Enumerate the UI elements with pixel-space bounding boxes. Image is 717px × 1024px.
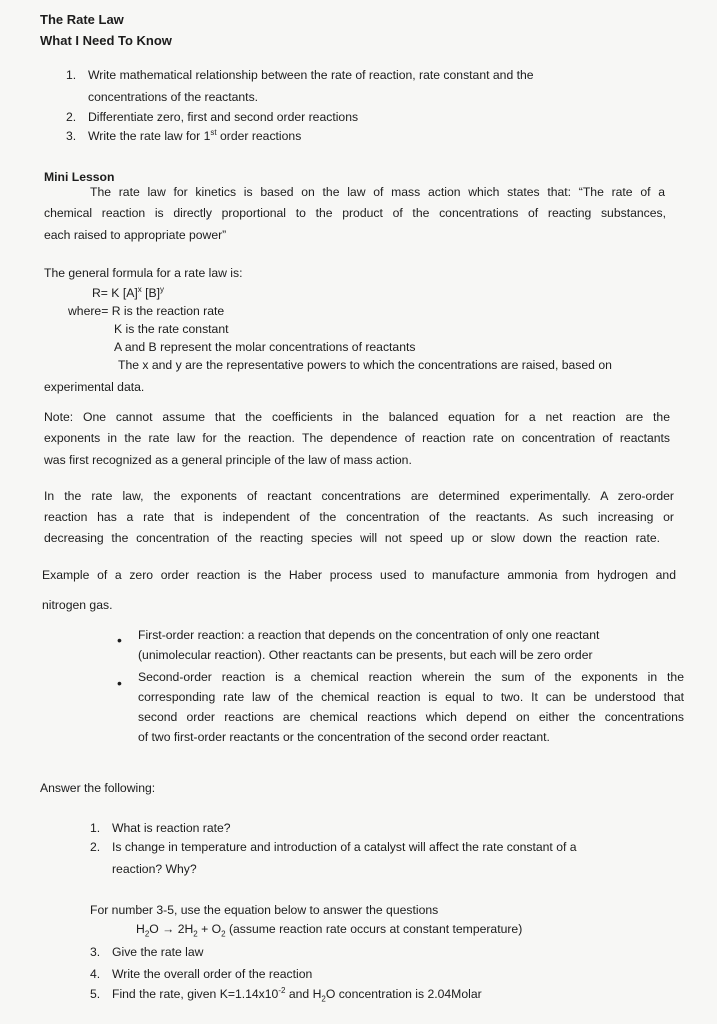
- question-item: 5. Find the rate, given $K=1.14x10^{-2}$ and $H_2O$ concentration is 2.04Molar: [90, 985, 482, 1004]
- question-item: 2. Is change in temperature and introduction of a catalyst will affect the rate constant of a: [90, 840, 577, 854]
- formula-intro: The general formula for a rate law is:: [44, 266, 243, 280]
- bullet-text-first-order: (unimolecular reaction). Other reactants can be presents, but each will be zero order: [138, 648, 593, 662]
- formula-definition: The x and y are the representative powers to which the concentrations are raised, based on: [118, 358, 612, 372]
- example-text: nitrogen gas.: [42, 598, 113, 612]
- mini-lesson-text: each raised to appropriate power”: [44, 228, 227, 242]
- zero-order-text: decreasing the concentration of the reacting species will not speed up or slow down the reaction rate.: [44, 531, 660, 545]
- objective-item: 1. Write mathematical relationship between the rate of reaction, rate constant and the: [66, 68, 534, 82]
- question-item: 4. Write the overall order of the reaction: [90, 967, 313, 981]
- bullet-icon: •: [117, 632, 122, 648]
- example-text: Example of a zero order reaction is the Haber process used to manufacture ammonia from hydrogen and: [42, 568, 676, 582]
- mini-lesson-text: The rate law for kinetics is based on the law of mass action which states that: “The rate of a: [90, 185, 665, 199]
- document-subtitle: What I Need To Know: [40, 33, 172, 48]
- question-item: 3. Give the rate law: [90, 945, 204, 959]
- bullet-text-first-order: First-order reaction: a reaction that depends on the concentration of only one reactant: [138, 628, 600, 642]
- chemical-equation: $H_2O \to 2H_2 + O_2$ (assume reaction rate occurs at constant temperature): [136, 922, 523, 939]
- question-item-continued: reaction? Why?: [112, 862, 197, 876]
- bullet-text-second-order: corresponding rate law of the chemical reaction is equal to two. It can be understood that: [138, 690, 684, 704]
- bullet-icon: •: [117, 675, 122, 691]
- objective-item: 3. Write the rate law for 1st order reactions: [66, 127, 302, 143]
- formula-definition-continued: experimental data.: [44, 380, 145, 394]
- formula-definition: A and B represent the molar concentrations of reactants: [114, 340, 416, 354]
- objective-item: 2. Differentiate zero, first and second order reactions: [66, 110, 359, 124]
- question-item: 1. What is reaction rate?: [90, 821, 231, 835]
- bullet-text-second-order: Second-order reaction is a chemical reaction wherein the sum of the exponents in the: [138, 670, 684, 684]
- answer-heading: Answer the following:: [40, 781, 156, 795]
- note-text: Note: One cannot assume that the coefficients in the balanced equation for a net reaction are the: [44, 410, 670, 424]
- objective-item-continued: concentrations of the reactants.: [88, 90, 259, 104]
- instructions-text: For number 3-5, use the equation below to answer the questions: [90, 903, 439, 917]
- mini-lesson-text: chemical reaction is directly proportional to the product of the concentrations of reacting substances,: [44, 206, 666, 220]
- rate-law-equation: R= K $[A]^x$ $[B]^y$: [92, 284, 165, 300]
- mini-lesson-heading: Mini Lesson: [44, 170, 115, 184]
- formula-definition: where= R is the reaction rate: [68, 304, 225, 318]
- document-title: The Rate Law: [40, 12, 124, 27]
- note-text: was first recognized as a general principle of the law of mass action.: [44, 453, 412, 467]
- note-text: exponents in the rate law for the reaction. The dependence of reaction rate on concentration of reactants: [44, 431, 670, 445]
- zero-order-text: reaction has a rate that is independent of the concentration of the reactants. As such increasing or: [44, 510, 674, 524]
- formula-definition: K is the rate constant: [114, 322, 229, 336]
- zero-order-text: In the rate law, the exponents of reactant concentrations are determined experimentally. A zero-order: [44, 489, 674, 503]
- bullet-text-second-order: second order reactions are chemical reactions which depend on either the concentrations: [138, 710, 684, 724]
- bullet-text-second-order: of two first-order reactants or the concentration of the second order reactant.: [138, 730, 550, 744]
